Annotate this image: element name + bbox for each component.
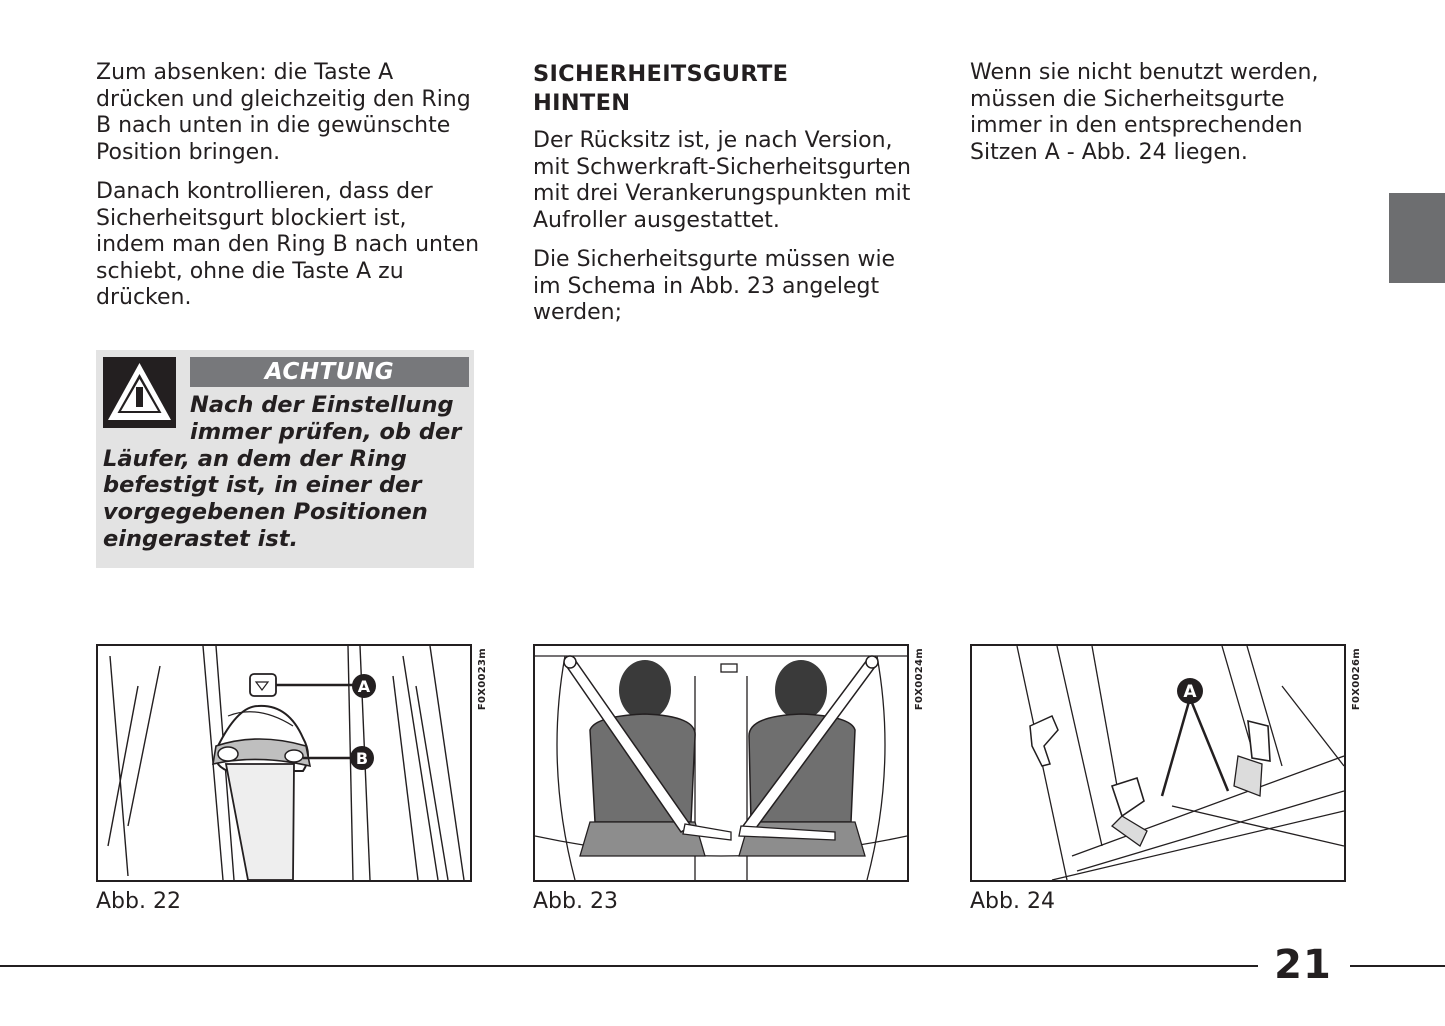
right-column [970, 60, 1355, 179]
figure-caption: Abb. 22 [96, 889, 181, 914]
section-heading [533, 60, 928, 118]
figure-label-a: A [1183, 682, 1197, 702]
figure-caption: Abb. 24 [970, 889, 1055, 914]
heading-line: SICHERHEITSGURTE [533, 61, 789, 87]
warning-text-block [103, 392, 465, 553]
figure-code: F0X0026m [1351, 648, 1362, 711]
figure-seatbelt-storage [970, 644, 1346, 882]
figure-seatbelt-height-adjuster [96, 644, 472, 882]
warning-title: ACHTUNG [190, 357, 469, 387]
paragraph: Der Rücksitz ist, je nach Version, mit Schwerkraft-Sicherheitsgurten mit drei Verankerungspunkten mit Aufroller ausgestattet. [533, 128, 911, 233]
figure-code: F0X0024m [914, 648, 925, 711]
chapter-tab [1389, 193, 1445, 283]
figure-label-a: A [357, 677, 371, 696]
figure-label-b: B [355, 749, 369, 768]
page-number: 21 [1274, 942, 1332, 988]
left-column [96, 60, 481, 325]
figure-caption: Abb. 23 [533, 889, 618, 914]
paragraph: Zum absenken: die Taste A drücken und gleichzeitig den Ring B nach unten in die gewünschte Position bringen. [96, 60, 471, 165]
warning-text: Nach der Einstellung immer prüfen, ob der Läufer, an dem der Ring befestigt ist, in einer der vorgegebenen Positionen eingerastet ist. [103, 392, 462, 552]
paragraph: Die Sicherheitsgurte müssen wie im Schema in Abb. 23 angelegt werden; [533, 247, 896, 325]
middle-column [533, 60, 928, 340]
figure-code: F0X0023m [477, 648, 488, 711]
figure-rear-seatbelts [533, 644, 909, 882]
paragraph: Danach kontrollieren, dass der Sicherheitsgurt blockiert ist, indem man den Ring B nach unten schiebt, ohne die Taste A zu drücken. [96, 179, 480, 310]
footer-rule [1350, 965, 1445, 967]
footer-rule [0, 965, 1258, 967]
paragraph: Wenn sie nicht benutzt werden, müssen die Sicherheitsgurte immer in den entsprechenden Sitzen A - Abb. 24 liegen. [970, 60, 1319, 165]
warning-box [96, 350, 474, 568]
heading-line: HINTEN [533, 90, 631, 116]
